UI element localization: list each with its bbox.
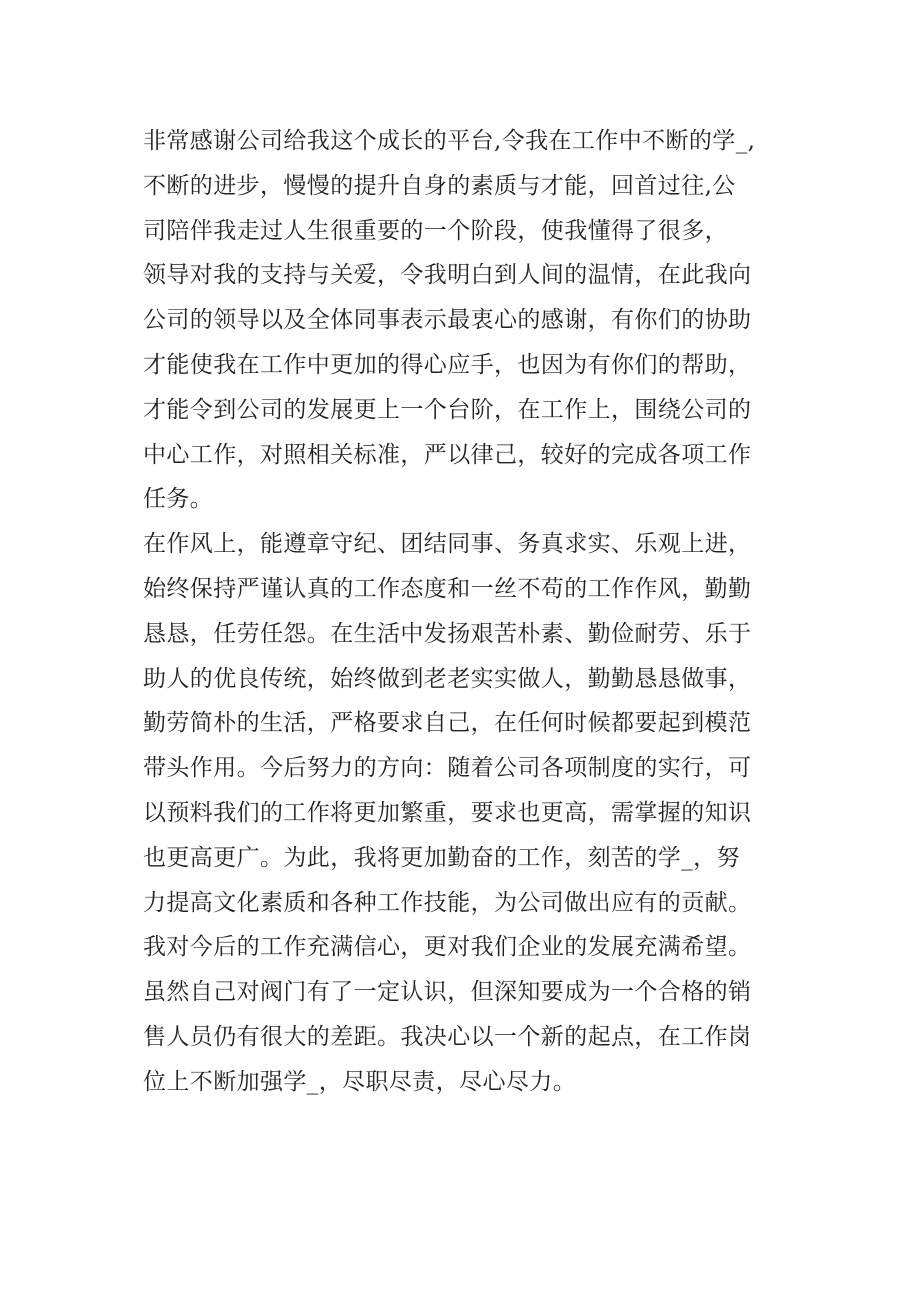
text-line: 在作风上，能遵章守纪、团结同事、务真求实、乐观上进， [143,531,752,558]
text-line: 领导对我的支持与关爱，令我明白到人间的温情，在此我向 [143,262,752,289]
text-line: 任务。 [143,486,214,513]
text-line: 不断的进步，慢慢的提升自身的素质与才能，回首过往,公 [143,172,736,199]
text-line: 我对今后的工作充满信心，更对我们企业的发展充满希望。 [143,934,752,961]
body-text [143,119,808,1105]
text-line: 也更高更广。为此，我将更加勤奋的工作，刻苦的学_，努 [143,844,740,871]
text-line: 中心工作，对照相关标准，严以律己，较好的完成各项工作 [143,441,752,468]
text-line: 虽然自己对阀门有了一定认识，但深知要成为一个合格的销 [143,979,752,1006]
text-line: 才能使我在工作中更加的得心应手，也因为有你们的帮助， [143,351,752,378]
text-line: 恳恳，任劳任怨。在生活中发扬艰苦朴素、勤俭耐劳、乐于 [143,620,752,647]
text-line: 非常感谢公司给我这个成长的平台,令我在工作中不断的学_, [143,128,756,154]
text-line: 售人员仍有很大的差距。我决心以一个新的起点，在工作岗 [143,1023,752,1050]
text-line: 带头作用。今后努力的方向：随着公司各项制度的实行，可 [143,755,752,782]
text-line: 助人的优良传统，始终做到老老实实做人，勤勤恳恳做事， [143,665,752,692]
text-line: 公司的领导以及全体同事表示最衷心的感谢，有你们的协助 [143,307,752,334]
text-line: 以预料我们的工作将更加繁重，要求也更高，需掌握的知识 [143,799,752,826]
text-line: 司陪伴我走过人生很重要的一个阶段，使我懂得了很多， [143,217,728,244]
text-line: 才能令到公司的发展更上一个台阶，在工作上，围绕公司的 [143,396,752,423]
text-line: 力提高文化素质和各种工作技能，为公司做出应有的贡献。 [143,889,752,916]
text-line: 位上不断加强学_，尽职尽责，尽心尽力。 [143,1068,577,1095]
text-line: 勤劳简朴的生活，严格要求自己，在任何时候都要起到模范 [143,710,752,737]
text-line: 始终保持严谨认真的工作态度和一丝不苟的工作作风，勤勤 [143,575,752,602]
